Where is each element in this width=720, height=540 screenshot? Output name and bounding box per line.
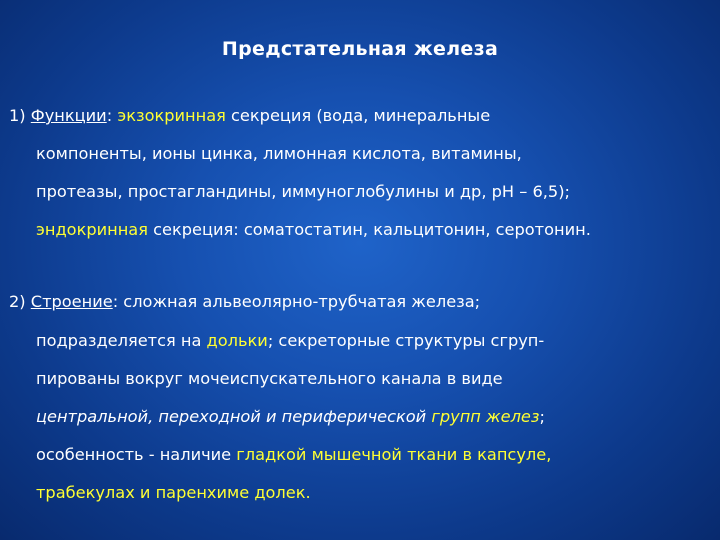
semicolon: ;	[539, 407, 545, 426]
structure-text-2b: ; секреторные структуры сгруп-	[267, 331, 545, 350]
lobes-term: дольки	[206, 331, 268, 350]
structure-text-2a: подразделяется на	[36, 331, 207, 350]
slide-title: Предстательная железа	[221, 38, 499, 60]
functions-line-4	[36, 220, 591, 239]
colon: :	[106, 106, 118, 125]
functions-text-1: секреция (вода, минеральные	[225, 106, 491, 125]
functions-heading: Функции	[30, 106, 107, 125]
structure-text-1: : сложная альвеолярно-трубчатая железа;	[112, 292, 481, 311]
item-number-2: 2)	[9, 292, 31, 311]
structure-line-5	[36, 445, 551, 464]
smooth-muscle-term: гладкой мышечной ткани в капсуле,	[236, 445, 552, 464]
functions-text-4: секреция: соматостатин, кальцитонин, серотонин.	[147, 220, 591, 239]
endocrine-term: эндокринная	[36, 220, 148, 239]
exocrine-term: экзокринная	[117, 106, 226, 125]
structure-line-3: пированы вокруг мочеиспускательного канала в виде	[36, 369, 503, 388]
structure-line-6: трабекулах и паренхиме долек.	[36, 483, 311, 502]
gland-groups-term: групп желез	[431, 407, 540, 426]
structure-line-4	[36, 407, 545, 426]
structure-line-1	[9, 292, 480, 311]
structure-line-2	[36, 331, 544, 350]
functions-line-1	[9, 106, 490, 125]
feature-text: особенность - наличие	[36, 445, 237, 464]
functions-line-2: компоненты, ионы цинка, лимонная кислота, витамины,	[36, 144, 522, 163]
gland-group-names: центральной, переходной и периферической	[36, 407, 427, 426]
item-number-1: 1)	[9, 106, 31, 125]
structure-heading: Строение	[30, 292, 113, 311]
functions-line-3: протеазы, простагландины, иммуноглобулины и др, pH – 6,5);	[36, 182, 570, 201]
